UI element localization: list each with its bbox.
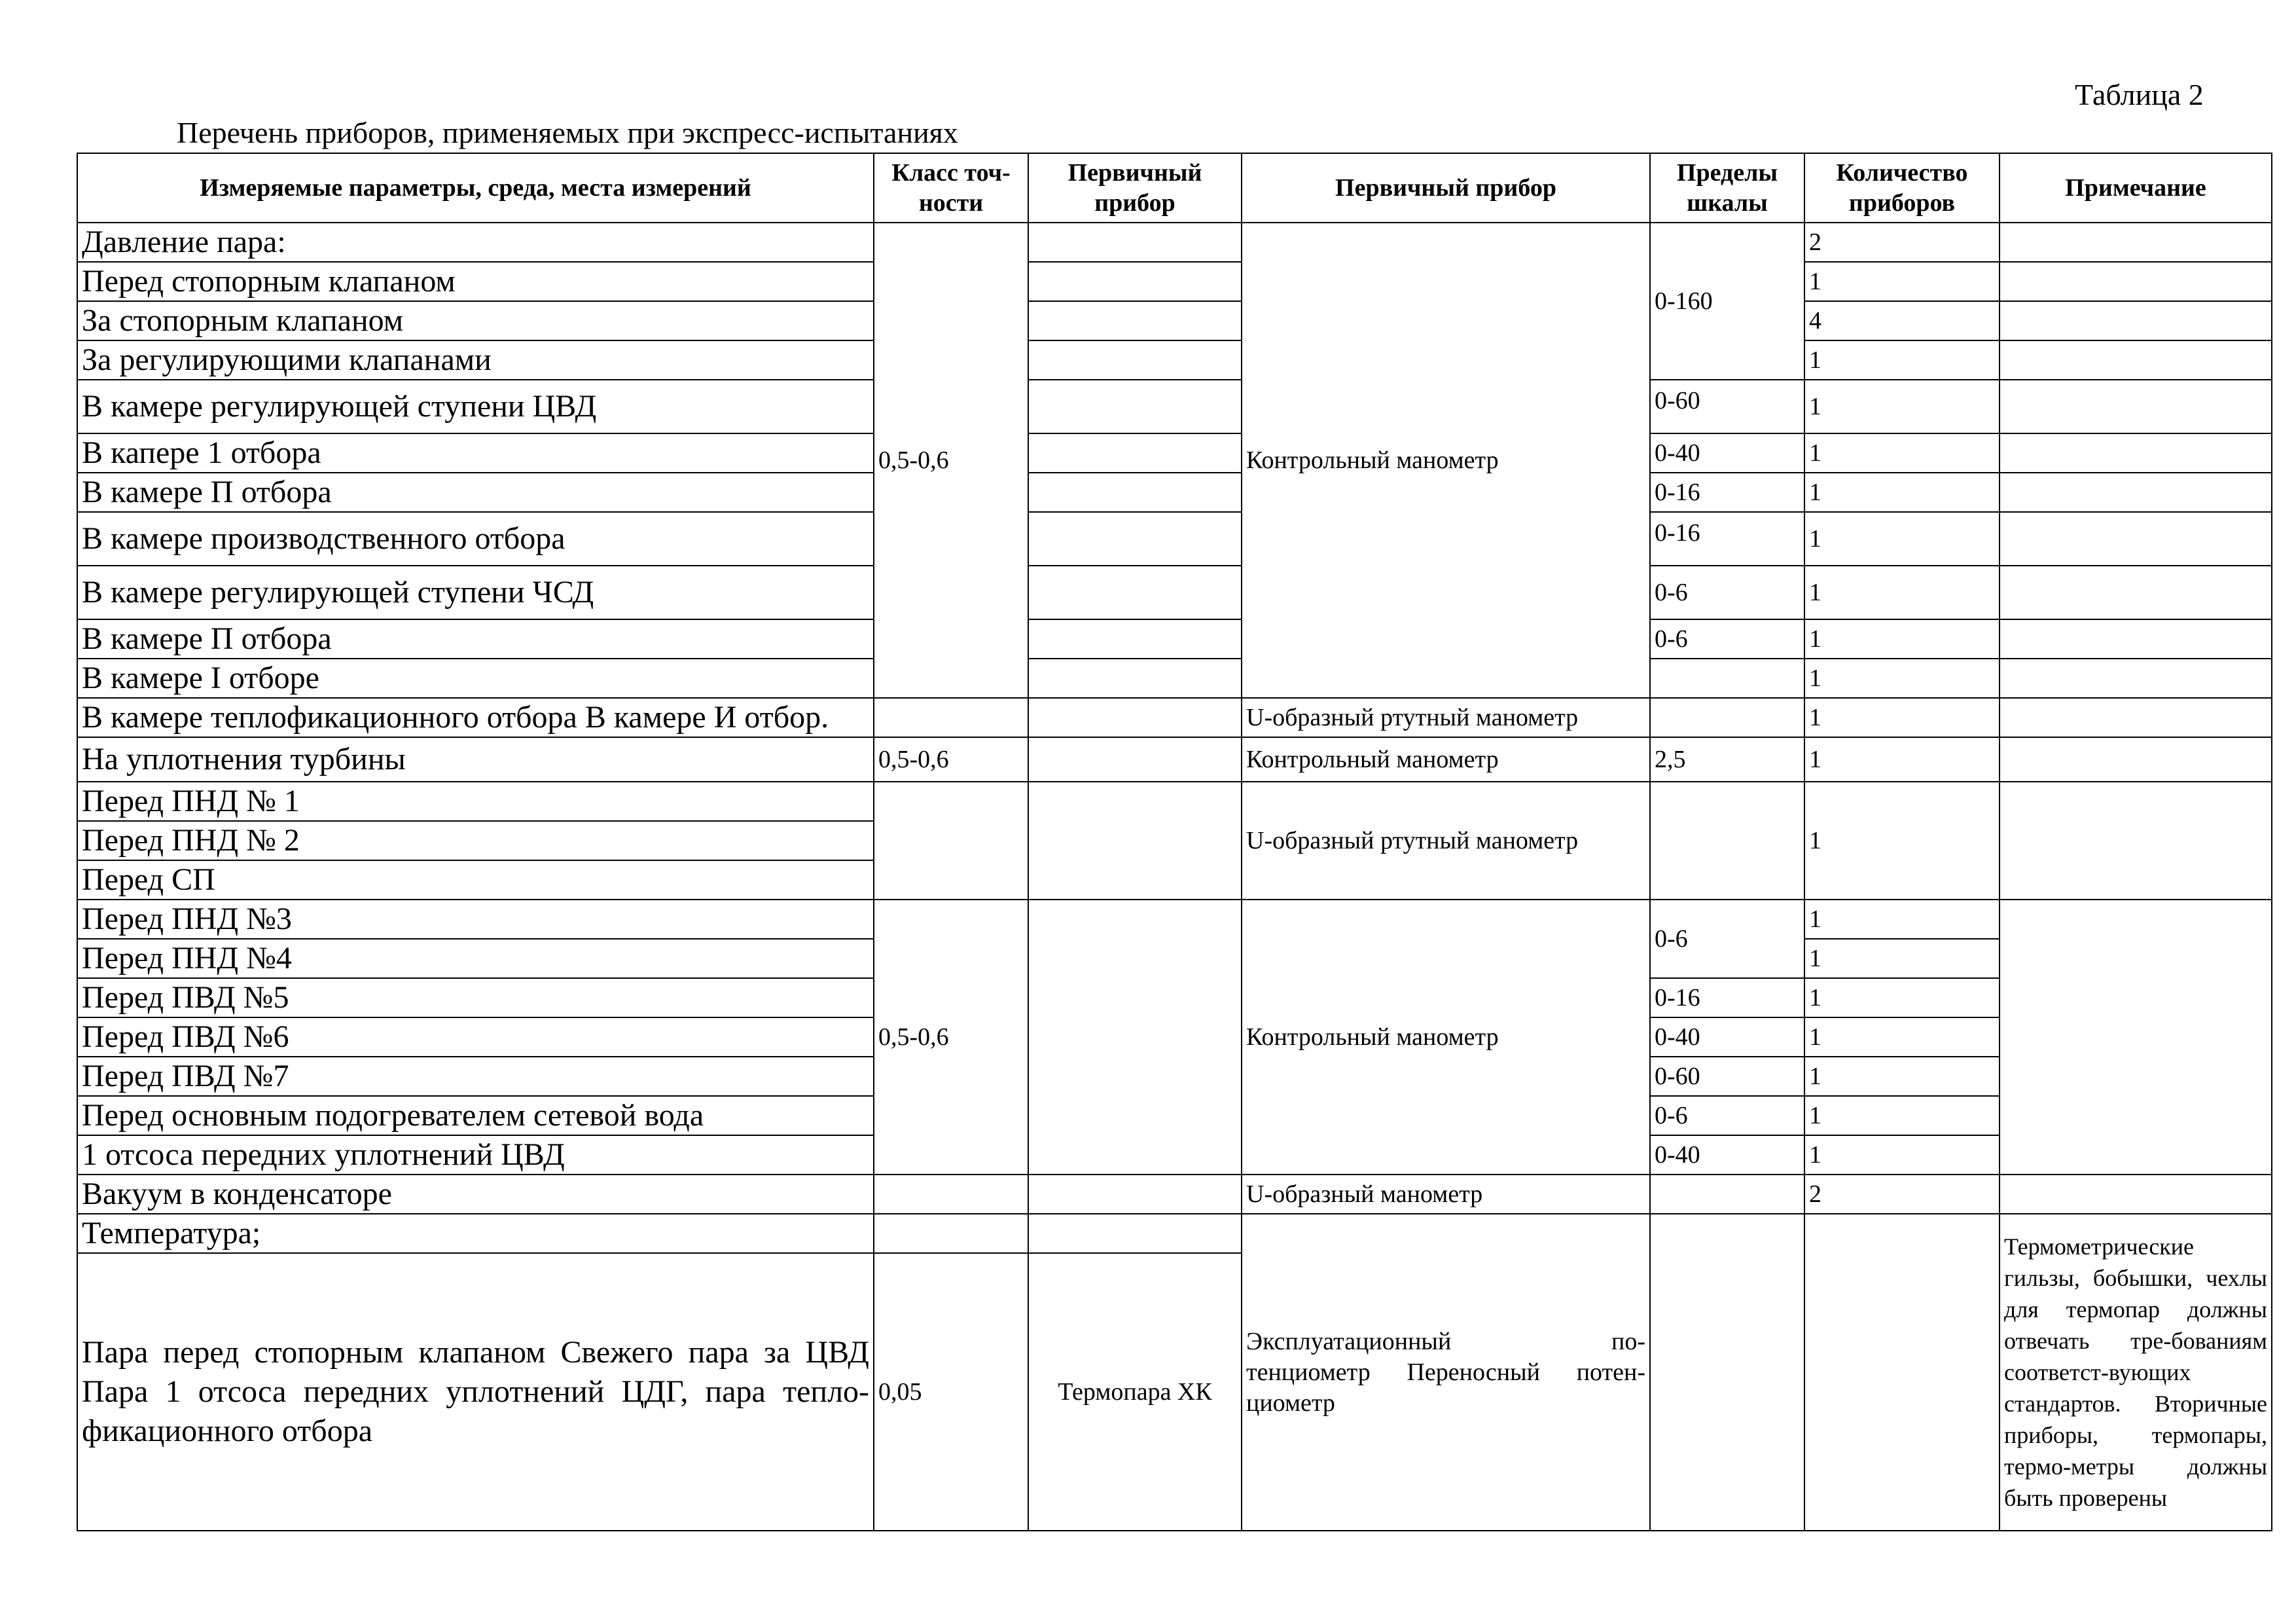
param-cell: В камере теплофикационного отбора В камере И отбор. bbox=[77, 698, 874, 737]
param-cell: На уплотнения турбины bbox=[77, 737, 874, 782]
primary1-cell bbox=[1028, 340, 1242, 380]
primary1-cell bbox=[1028, 223, 1242, 262]
note-cell: Термометрические гильзы, бобышки, чехлы для термопар должны отвечать тре-бованиям соответст-вующих стандартов. Вторичные приборы, термопары, термо-метры должны быть проверены bbox=[2000, 1214, 2272, 1531]
primary1-cell bbox=[1028, 433, 1242, 473]
primary1-cell bbox=[1028, 512, 1242, 566]
limits-cell: 0-16 bbox=[1650, 512, 1804, 566]
param-cell: 1 отсоса передних уплотнений ЦВД bbox=[77, 1135, 874, 1175]
limits-cell: 0-40 bbox=[1650, 433, 1804, 473]
accuracy-cell bbox=[874, 1214, 1028, 1253]
note-cell bbox=[2000, 566, 2272, 619]
document-title: Перечень приборов, применяемых при экспресс-испытаниях bbox=[177, 116, 958, 149]
limits-cell: 0-40 bbox=[1650, 1135, 1804, 1175]
note-cell bbox=[2000, 737, 2272, 782]
param-cell: В камере регулирующей ступени ЧСД bbox=[77, 566, 874, 619]
param-cell: Перед ПВД №5 bbox=[77, 978, 874, 1017]
limits-cell bbox=[1650, 782, 1804, 900]
note-cell bbox=[2000, 1175, 2272, 1214]
note-cell bbox=[2000, 698, 2272, 737]
accuracy-cell: 0,5-0,6 bbox=[874, 737, 1028, 782]
primary1-cell bbox=[1028, 1175, 1242, 1214]
table-row bbox=[77, 262, 2272, 301]
param-cell: В камере П отбора bbox=[77, 619, 874, 659]
count-cell: 1 bbox=[1804, 1135, 2000, 1175]
count-cell: 1 bbox=[1804, 512, 2000, 566]
count-cell: 1 bbox=[1804, 1017, 2000, 1057]
count-cell: 1 bbox=[1804, 619, 2000, 659]
table-number: Таблица 2 bbox=[2075, 78, 2204, 111]
param-cell: Давление пара: bbox=[77, 223, 874, 262]
param-cell: Пара перед стопорным клапаном Свежего пара за ЦВД Пара 1 отсоса передних уплотнений ЦДГ, пара тепло-фикационного отбора bbox=[77, 1253, 874, 1531]
limits-cell: 0-6 bbox=[1650, 900, 1804, 978]
header-limits: Пределы шкалы bbox=[1650, 153, 1804, 223]
param-cell: За регулирующими клапанами bbox=[77, 340, 874, 380]
param-cell: Перед СП bbox=[77, 860, 874, 900]
param-cell: В камере I отборе bbox=[77, 659, 874, 698]
note-cell bbox=[2000, 301, 2272, 340]
table-row bbox=[77, 433, 2272, 473]
table-row bbox=[77, 512, 2272, 566]
count-cell: 1 bbox=[1804, 262, 2000, 301]
accuracy-cell bbox=[874, 1175, 1028, 1214]
primary1-cell bbox=[1028, 659, 1242, 698]
primary1-cell bbox=[1028, 380, 1242, 433]
param-cell: Перед ПНД № 2 bbox=[77, 821, 874, 860]
limits-cell: 0-60 bbox=[1650, 380, 1804, 433]
count-cell: 2 bbox=[1804, 223, 2000, 262]
header-row bbox=[77, 153, 2272, 223]
param-cell: Перед основным подогревателем сетевой вода bbox=[77, 1096, 874, 1135]
param-cell: Перед ПНД № 1 bbox=[77, 782, 874, 821]
count-cell: 1 bbox=[1804, 978, 2000, 1017]
note-cell bbox=[2000, 340, 2272, 380]
note-cell bbox=[2000, 900, 2272, 1175]
primary1-cell bbox=[1028, 473, 1242, 512]
note-cell bbox=[2000, 659, 2272, 698]
limits-cell: 0-160 bbox=[1650, 223, 1804, 380]
table-row bbox=[77, 340, 2272, 380]
count-cell: 1 bbox=[1804, 782, 2000, 900]
param-cell: Перед ПВД №6 bbox=[77, 1017, 874, 1057]
accuracy-cell: 0,05 bbox=[874, 1253, 1028, 1531]
limits-cell bbox=[1650, 1214, 1804, 1531]
table-row bbox=[77, 698, 2272, 737]
limits-cell: 0-60 bbox=[1650, 1057, 1804, 1096]
primary2-cell: U-образный манометр bbox=[1242, 1175, 1650, 1214]
param-cell: Вакуум в конденсаторе bbox=[77, 1175, 874, 1214]
primary2-temp-rest: тенциометр Переносный потен-циометр bbox=[1246, 1358, 1645, 1417]
param-cell: В камере П отбора bbox=[77, 473, 874, 512]
primary1-cell: Термопара ХК bbox=[1028, 1253, 1242, 1531]
limits-cell: 0-16 bbox=[1650, 978, 1804, 1017]
header-count: Количество приборов bbox=[1804, 153, 2000, 223]
count-cell: 1 bbox=[1804, 939, 2000, 978]
limits-cell bbox=[1650, 659, 1804, 698]
table-row bbox=[77, 737, 2272, 782]
accuracy-cell: 0,5-0,6 bbox=[874, 223, 1028, 698]
limits-cell: 0-6 bbox=[1650, 1096, 1804, 1135]
table-row bbox=[77, 659, 2272, 698]
table-row bbox=[77, 223, 2272, 262]
primary2-cell bbox=[1242, 1214, 1650, 1531]
primary2-cell: Контрольный манометр bbox=[1242, 223, 1650, 698]
count-cell: 1 bbox=[1804, 1096, 2000, 1135]
param-cell: В камере регулирующей ступени ЦВД bbox=[77, 380, 874, 433]
table-row bbox=[77, 900, 2272, 939]
header-primary-1: Первичный прибор bbox=[1028, 153, 1242, 223]
primary2-cell: U-образный ртутный манометр bbox=[1242, 698, 1650, 737]
accuracy-cell bbox=[874, 782, 1028, 900]
limits-cell: 0-16 bbox=[1650, 473, 1804, 512]
table-row bbox=[77, 1214, 2272, 1253]
accuracy-cell: 0,5-0,6 bbox=[874, 900, 1028, 1175]
count-cell: 4 bbox=[1804, 301, 2000, 340]
primary2-cell: U-образный ртутный манометр bbox=[1242, 782, 1650, 900]
instruments-table bbox=[77, 153, 2272, 1531]
primary1-cell bbox=[1028, 1214, 1242, 1253]
param-cell: Перед стопорным клапаном bbox=[77, 262, 874, 301]
limits-cell: 2,5 bbox=[1650, 737, 1804, 782]
count-cell: 1 bbox=[1804, 659, 2000, 698]
table-row bbox=[77, 619, 2272, 659]
primary1-cell bbox=[1028, 782, 1242, 900]
note-cell bbox=[2000, 782, 2272, 900]
limits-cell: 0-6 bbox=[1650, 566, 1804, 619]
note-cell bbox=[2000, 262, 2272, 301]
table-row bbox=[77, 380, 2272, 433]
count-cell: 1 bbox=[1804, 433, 2000, 473]
primary2-cell: Контрольный манометр bbox=[1242, 900, 1650, 1175]
count-cell: 1 bbox=[1804, 380, 2000, 433]
limits-cell bbox=[1650, 698, 1804, 737]
param-cell: Температура; bbox=[77, 1214, 874, 1253]
accuracy-cell bbox=[874, 698, 1028, 737]
param-cell: В камере производственного отбора bbox=[77, 512, 874, 566]
param-cell: В капере 1 отбора bbox=[77, 433, 874, 473]
primary1-cell bbox=[1028, 737, 1242, 782]
table-row bbox=[77, 566, 2272, 619]
count-cell: 1 bbox=[1804, 698, 2000, 737]
table-row bbox=[77, 1175, 2272, 1214]
note-cell bbox=[2000, 619, 2272, 659]
primary1-cell bbox=[1028, 262, 1242, 301]
header-note: Примечание bbox=[2000, 153, 2272, 223]
param-cell: За стопорным клапаном bbox=[77, 301, 874, 340]
count-cell: 1 bbox=[1804, 900, 2000, 939]
header-param: Измеряемые параметры, среда, места измерений bbox=[77, 153, 874, 223]
limits-cell: 0-40 bbox=[1650, 1017, 1804, 1057]
primary2-cell: Контрольный манометр bbox=[1242, 737, 1650, 782]
note-cell bbox=[2000, 223, 2272, 262]
count-cell: 1 bbox=[1804, 566, 2000, 619]
param-cell: Перед ПНД №4 bbox=[77, 939, 874, 978]
count-cell: 1 bbox=[1804, 473, 2000, 512]
count-cell: 2 bbox=[1804, 1175, 2000, 1214]
param-cell: Перед ПНД №3 bbox=[77, 900, 874, 939]
header-accuracy: Класс точ-ности bbox=[874, 153, 1028, 223]
note-cell bbox=[2000, 512, 2272, 566]
primary1-cell bbox=[1028, 698, 1242, 737]
note-cell bbox=[2000, 380, 2272, 433]
primary1-cell bbox=[1028, 301, 1242, 340]
count-cell bbox=[1804, 1214, 2000, 1531]
limits-cell bbox=[1650, 1175, 1804, 1214]
note-cell bbox=[2000, 473, 2272, 512]
primary1-cell bbox=[1028, 900, 1242, 1175]
count-cell: 1 bbox=[1804, 1057, 2000, 1096]
note-cell bbox=[2000, 433, 2272, 473]
count-cell: 1 bbox=[1804, 737, 2000, 782]
param-cell: Перед ПВД №7 bbox=[77, 1057, 874, 1096]
limits-cell: 0-6 bbox=[1650, 619, 1804, 659]
table-row bbox=[77, 473, 2272, 512]
table-row bbox=[77, 301, 2272, 340]
primary1-cell bbox=[1028, 619, 1242, 659]
table-row bbox=[77, 782, 2272, 821]
header-primary-2: Первичный прибор bbox=[1242, 153, 1650, 223]
primary2-temp-line1: Эксплуатационный по- bbox=[1246, 1327, 1645, 1355]
primary1-cell bbox=[1028, 566, 1242, 619]
count-cell: 1 bbox=[1804, 340, 2000, 380]
